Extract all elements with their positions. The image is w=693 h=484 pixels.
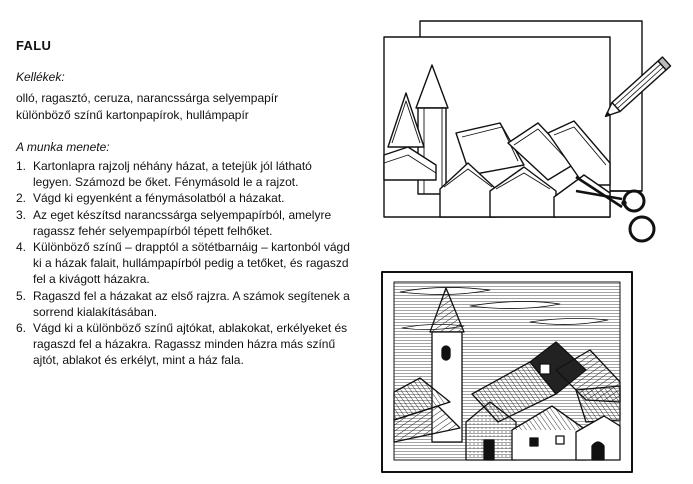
- step-text: Kartonlapra rajzolj néhány házat, a tetejük jól látható legyen. Számozd be őket. Fénymásold le a rajzot.: [33, 159, 312, 190]
- supplies-list: [16, 90, 346, 124]
- step-number: 4.: [16, 240, 27, 255]
- step-item: [16, 158, 350, 190]
- village-collage-illustration: [380, 270, 634, 474]
- house-door: [484, 440, 494, 460]
- house-door: [592, 442, 604, 460]
- step-item: [16, 239, 350, 288]
- step-number: 2.: [16, 191, 27, 206]
- step-number: 6.: [16, 321, 27, 336]
- process-heading: A munka menete:: [16, 140, 110, 154]
- page-title: FALU: [16, 38, 52, 53]
- step-text: Különböző színű – drapptól a sötétbarnáig – kartonból vágd ki a házak falait, hullámpapírból pedig a tetőket, és ragaszd fel a kivágott házakra.: [33, 240, 350, 287]
- step-item: [16, 288, 350, 320]
- step-text: Vágd ki egyenként a fénymásolatból a házakat.: [33, 191, 285, 206]
- step-text: Ragaszd fel a házakat az első rajzra. A számok segítenek a sorrend kialakításában.: [33, 288, 350, 319]
- house-window: [540, 364, 550, 374]
- supplies-line: olló, ragasztó, ceruza, narancssárga selyempapír: [16, 91, 279, 105]
- sketch-illustration: [378, 15, 678, 255]
- step-number: 3.: [16, 207, 27, 222]
- steps-list: [16, 158, 350, 369]
- step-item: [16, 190, 350, 206]
- supplies-heading: Kellékek:: [16, 70, 65, 84]
- step-text: Az eget készítsd narancssárga selyempapírból, amelyre ragassz fehér selyempapírból tépett felhőket.: [33, 207, 332, 238]
- step-number: 5.: [16, 288, 27, 303]
- step-item: [16, 320, 350, 369]
- house-window: [530, 438, 538, 446]
- supplies-line: különböző színű kartonpapírok, hullámpapír: [16, 108, 249, 122]
- step-item: [16, 207, 350, 239]
- step-text: Vágd ki a különböző színű ajtókat, ablakokat, erkélyeket és ragaszd fel a házakra. Ragassz minden házra más színű ajtót, ablakot és erkélyt, mint a ház fala.: [33, 321, 348, 368]
- step-number: 1.: [16, 159, 27, 173]
